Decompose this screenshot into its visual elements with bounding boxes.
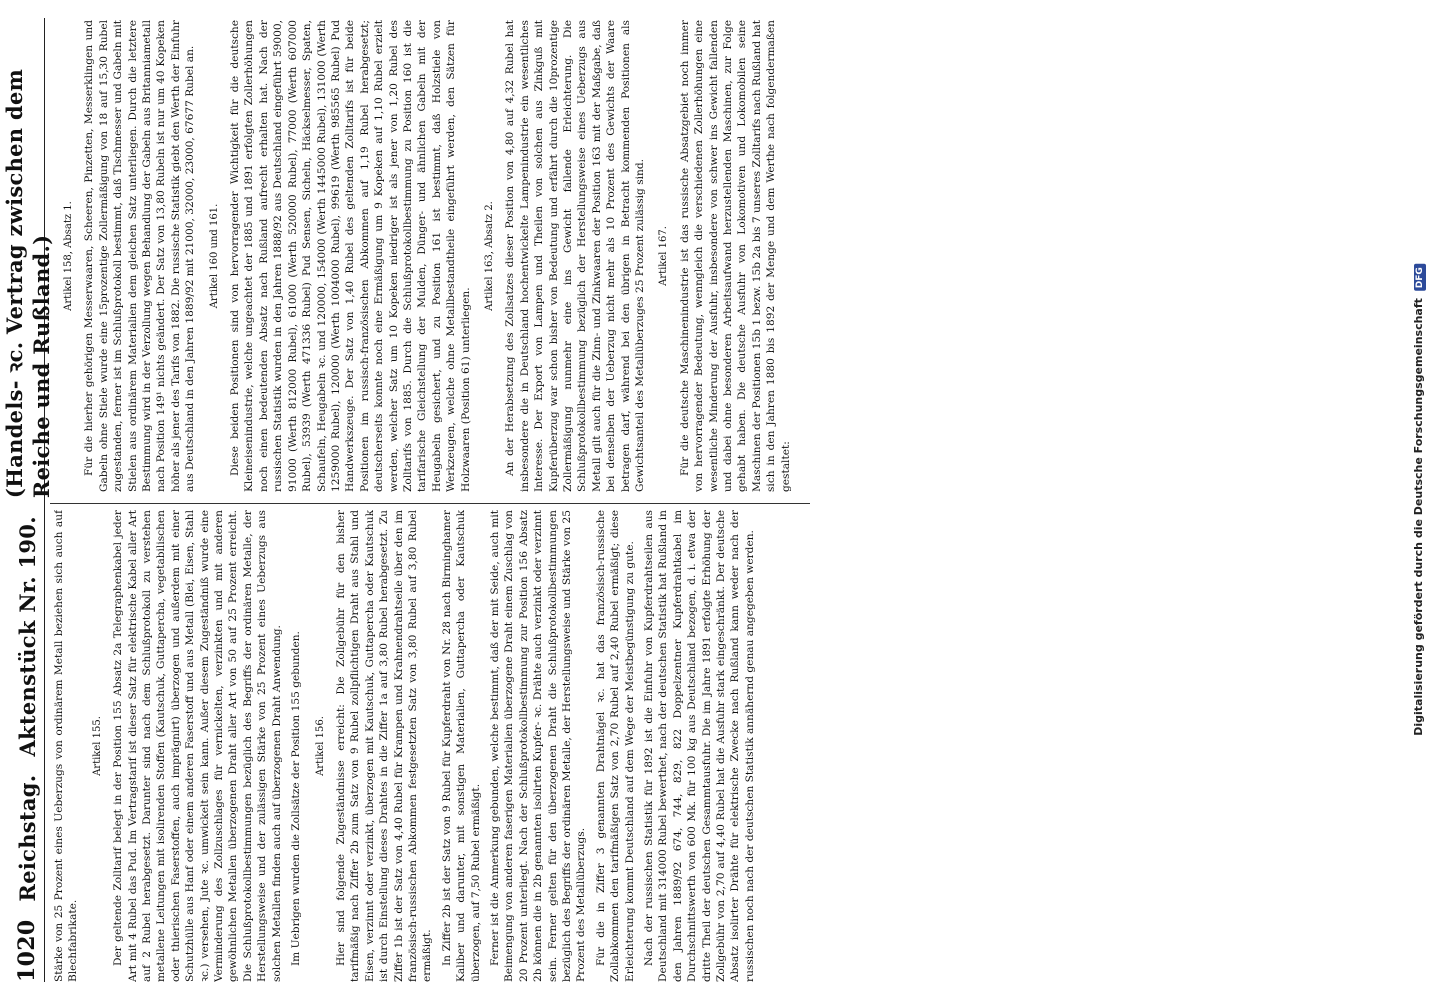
paragraph: Für die in Ziffer 3 genannten Drahtnägel ꝛc. hat das französisch-russische Zollabkommen den tarifmäßigen Satz von 2,70 Rubel auf 2,40 Rubel ermäßigt; diese Erleichterung kommt Deutschland auf dem Wege der Meistbegünstigung zu gute.: [594, 510, 636, 982]
paragraph: In Ziffer 2b ist der Satz von 9 Rubel für Kupferdraht von Nr. 28 nach Birminghamer Kaliber und darunter, mit sonstigen Materialien, Guttapercha oder Kautschuk überzogen, auf 7,50 Rubel ermäßigt.: [440, 510, 482, 982]
left-column: [52, 510, 1382, 982]
header-document-number: Aktenstück Nr. 190.: [14, 516, 40, 757]
right-column: [52, 20, 1382, 492]
article-heading: Artikel 156.: [314, 716, 326, 776]
header-reichstag: Reichstag.: [14, 774, 40, 902]
page-header: [1, 18, 54, 982]
paragraph: Nach der russischen Statistik für 1892 ist die Einfuhr von Kupferdrahtseilen aus Deutschland mit 314000 Rubel bewerthet, nach der deutschen Statistik hat Rußland in den Jahren 1889/92 674, 744, 829, 822 Doppelzentner Kupferdrahtkabel im Durchschnittswerth von 600 Mk. für 100 kg aus Deutschland bezogen, d. i. etwa der dritte Theil der deutschen Gesammtausfuhr. Die im Jahre 1891 erfolgte Erhöhung der Zollgebühr von 2,70 auf 4,40 Rubel hat die Ausfuhr stark eingeschränkt. Der deutsche Absatz isolirter Drähte für elektrische Zwecke nach Rußland kann weder nach der russischen noch nach der deutschen Statistik annähernd genau angegeben werden.: [643, 510, 756, 982]
paragraph: Im Uebrigen wurden die Zollsätze der Position 155 gebunden.: [290, 631, 303, 966]
continued-paragraph: Stärke von 25 Prozent eines Ueberzugs von ordinärem Metall beziehen sich auch auf Blechfabrikate.: [53, 510, 80, 982]
header-title: (Handels- ꝛc. Vertrag zwischen dem Reiche und Rußland.): [1, 68, 54, 499]
paragraph: An der Herabsetzung des Zollsatzes dieser Position von 4,80 auf 4,32 Rubel hat insbesondere die in Deutschland hochentwickelte Lampenindustrie ein wesentliches Interesse. Der Export von Lampen und Theilen von solchen aus Zinkguß mit Kupferüberzug war schon bisher von Bedeutung und erfährt durch die 10prozentige Zollermäßigung nunmehr eine ins Gewicht fallende Erleichterung. Die Schlußprotokollbestimmung bezüglich der Herstellungsweise eines Ueberzugs aus Metall gilt auch für die Zinn- und Zinkwaaren der Position 163 mit der Maßgabe, daß bei denselben der Ueberzug nicht mehr als 10 Prozent des Gewichts der Waare betragen darf, während bei den übrigen in Betracht kommenden Positionen als Gewichtsanteil des Metallüberzuges 25 Prozent zulässig sind.: [504, 20, 647, 492]
article-heading: Artikel 155.: [91, 716, 103, 776]
paragraph: Für die deutsche Maschinenindustrie ist das russische Absatzgebiet noch immer von hervorragender Bedeutung, wenngleich die verschiedenen Zollerhöhungen eine wesentliche Minderung der Ausfuhr, insbesondere von schwer ins Gewicht fallenden und dabei ohne besonderen Arbeitsaufwand herzustellenden Maschinen, zur Folge gehabt haben. Die deutsche Ausfuhr von Lokomotiven und Lokomobilen seine Maschinen der Positionen 15b 1 bezw. 15b 2a bis 7 unseres Zolltarifs nach Rußland hat sich in den Jahren 1880 bis 1892 der Menge und dem Werthe nach folgendermaßen gestaltet:: [678, 20, 792, 492]
paragraph: Hier sind folgende Zugeständnisse erreicht: Die Zollgebühr für den bisher tarifmäßig nach Ziffer 2b zum Satz von 9 Rubel zollpflichtigen Draht aus Stahl und Eisen, verzinnt oder verzinkt, überzogen mit Kautschuk, Guttapercha oder Kautschuk ist durch Einstellung dieses Drahtes in die Ziffer 1a auf 3,80 Rubel herabgesetzt. Zu Ziffer 1b ist der Satz von 4,40 Rubel für Krampen und Krahnendrahtseile über den im französisch-russischen Abkommen festgesetzten Satz von 3,80 Rubel auf 3,80 Rubel ermäßigt.: [334, 510, 434, 982]
dfg-logo: DFG: [1414, 264, 1426, 291]
article-heading: Artikel 160 und 161.: [208, 203, 220, 309]
digitization-notice: Digitalisierung gefördert durch die Deutsche Forschungsgemeinschaft: [1412, 298, 1425, 736]
paragraph: Diese beiden Positionen sind von hervorragender Wichtigkeit für die deutsche Kleineisenindustrie, welche ungeachtet der 1885 und 1891 erfolgten Zollerhöhungen noch einen bedeutenden Absatz nach Rußland aufrecht erhalten hat. Nach der russischen Statistik wurden in den Jahren 1888/92 aus Deutschland eingeführt 59000, 91000 (Werth 812000 Rubel), 61000 (Werth 520000 Rubel), 77000 (Werth 607000 Rubel), 53939 (Werth 471336 Rubel) Pud Sensen, Sicheln, Häckselmesser, Spaten, Schaufeln, Heugabeln ꝛc. und 120000, 154000 (Werth 1445000 Rubel), 131000 (Werth 1259000 Rubel), 120000 (Werth 1004000 Rubel), 99619 (Werth 985565 Rubel) Pud Handwerkszeuge. Der Satz von 1,40 Rubel des geltenden Zolltarifs ist für beide Positionen im russisch-französischen Abkommen auf 1,19 Rubel herabgesetzt; deutscherseits konnte noch eine Ermäßigung um 9 Kopeken auf 1,10 Rubel erzielt werden, welcher Satz um 10 Kopeken niedriger ist als jener von 1,20 Rubel des Zolltarifs von 1885. Durch die Schlußprotokollbestimmung zu Position 160 ist die tarifarische Gleichstellung der Mulden, Dünger- und ähnlichen Gabeln mit der Heugabeln gesichert, und zu Position 161 ist bestimmt, daß Holzstiele von Werkzeugen, welche ohne Metallbestandtheile eingeführt werden, den Sätzen für Holzwaaren (Position 61) unterliegen.: [229, 20, 472, 492]
page-number: 1020: [14, 919, 40, 982]
column-divider: [50, 503, 810, 504]
paragraph: Für die hierher gehörigen Messerwaaren, Scheeren, Pinzetten, Messerklingen und Gabeln ohne Stiele wurde eine 15prozentige Zollermäßigung von 18 auf 15,30 Rubel zugestanden, ferner ist im Schlußprotokoll bestimmt, daß Tischmesser und Gabeln mit Stielen aus ordinärem Materialien dem gleichen Satz unterliegen. Durch die letztere Bestimmung wird in der Verzollung wegen Behandlung der Gabeln aus Britanniametall nach Position 149¹ nichts geändert. Der Satz von 13,80 Rubeln ist nur um 40 Kopeken höher als jener des Tarifs von 1882. Die russische Statistik giebt den Werth der Einfuhr aus Deutschland in den Jahren 1889/92 mit 21000, 32000, 23000, 67677 Rubel an.: [83, 20, 197, 492]
article-heading: Artikel 167.: [658, 226, 670, 286]
digitization-footer: [1408, 2, 1430, 998]
article-heading: Artikel 163, Absatz 2.: [483, 201, 495, 311]
article-heading: Artikel 158, Absatz 1.: [63, 201, 74, 311]
paragraph: Ferner ist die Anmerkung gebunden, welche bestimmt, daß der mit Seide, auch mit Beimengung von anderen faserigen Materialien überzogene Draht einem Zuschlag von 20 Prozent unterliegt. Nach der Schlußprotokollbestimmung zur Position 156 Absatz 2b können die in 2b genannten isolirten Kupfer- ꝛc. Drähte auch verzinkt oder verzinnt sein. Ferner gelten für den überzogenen Draht die Schlußprotokollbestimmungen bezüglich des Begriffs der ordinären Metalle, der Herstellungsweise und Stärke von 25 Prozent des Metallüberzugs.: [488, 510, 588, 982]
paragraph: Der geltende Zolltarif belegt in der Position 155 Absatz 2a Telegraphenkabel jeder Art mit 4 Rubel das Pud. Im Vertragstarif ist dieser Satz für elektrische Kabel aller Art auf 2 Rubel herabgesetzt. Darunter sind nach dem Schlußprotokoll zu verstehen metallene Leitungen mit isolirenden Stoffen (Kautschuk, Guttapercha, vegetabilischen oder thierischen Faserstoffen, auch imprägnirt) überzogen und außerdem mit einer Schutzhülle aus Hanf oder einem anderen Faserstoff und aus Metall (Blei, Eisen, Stahl ꝛc.) versehen, Jute ꝛc. umwickelt sein kann. Außer diesem Zugeständniß wurde eine Verminderung des Zollzuschlages für vernickelten, verzinkten und mit anderen gewöhnlichen Metallen überzogenen Draht aller Art von 50 auf 25 Prozent erreicht. Die Schlußprotokollbestimmungen bezüglich des Begriffs der ordinären Metalle, der Herstellungsweise und der zulässigen Stärke von 25 Prozent eines Ueberzugs aus solchen Metallen finden auch auf überzogenen Draht Anwendung.: [112, 510, 283, 982]
